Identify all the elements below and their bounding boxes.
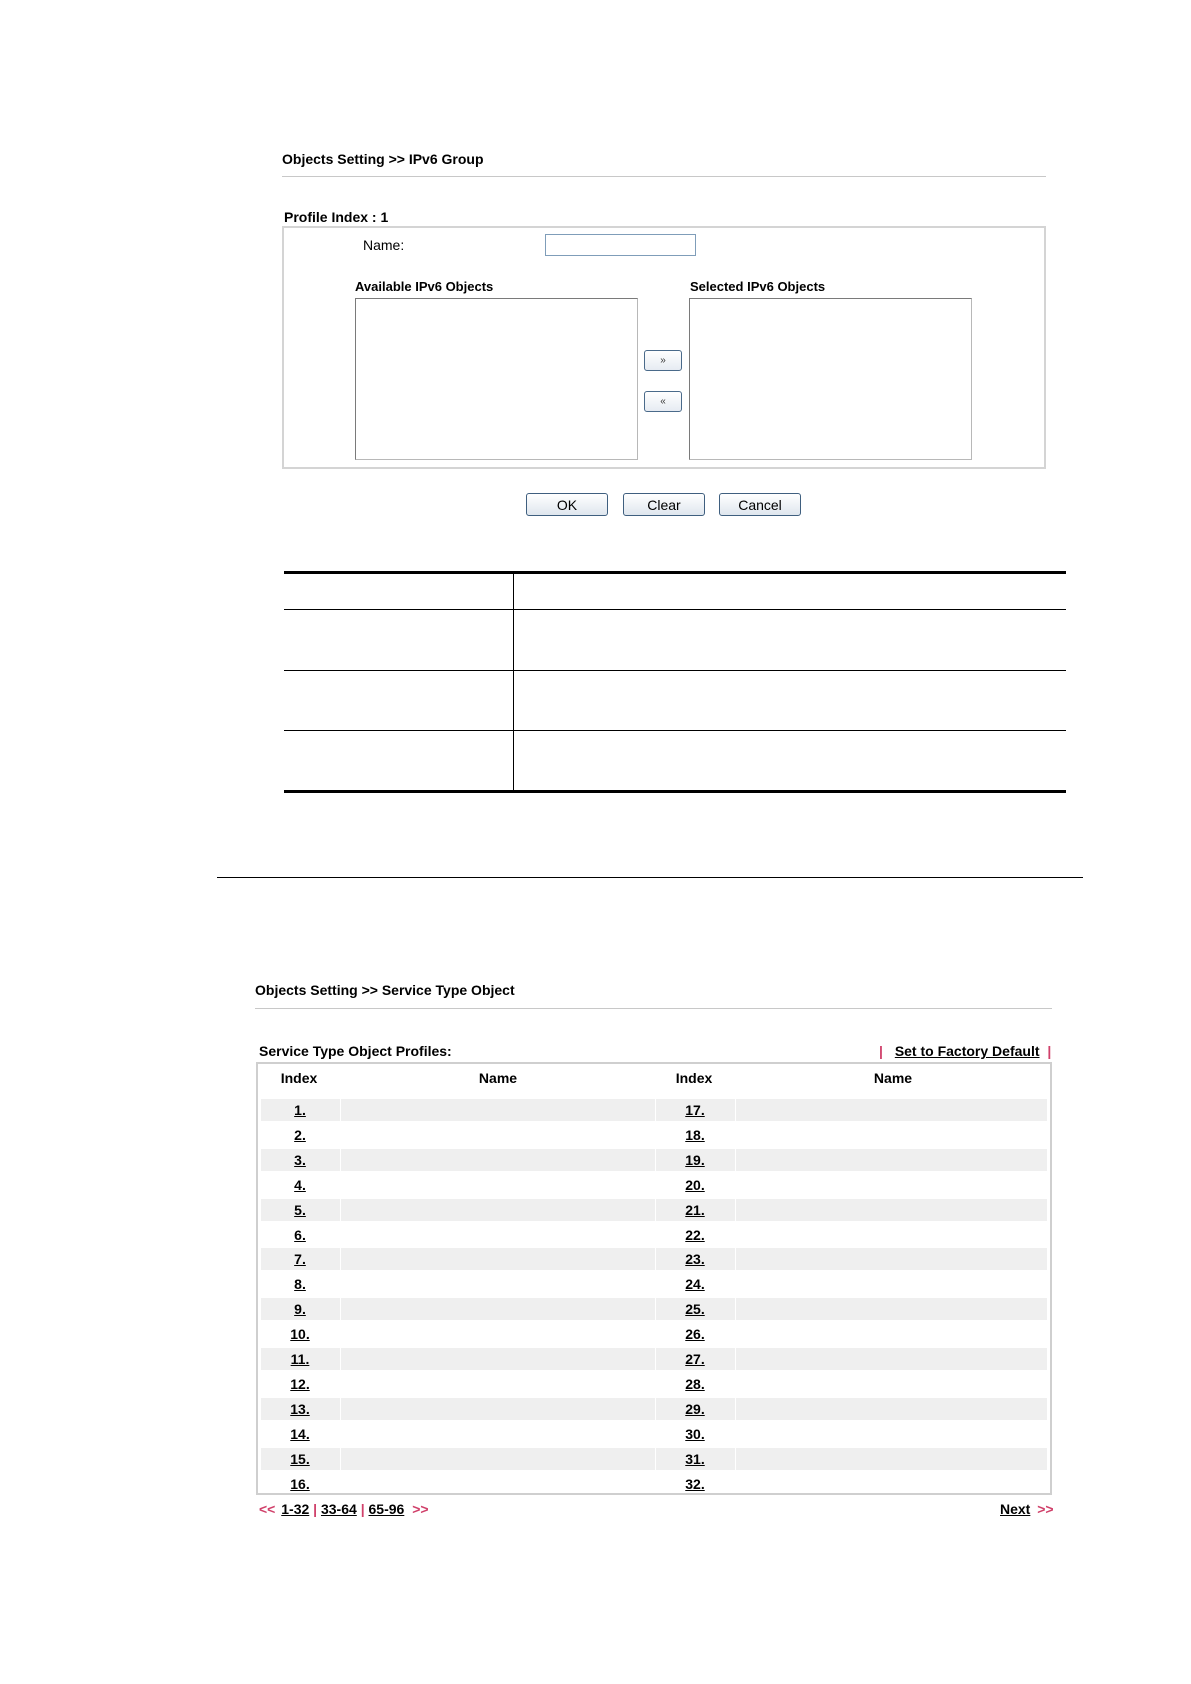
row-shading <box>341 1348 655 1370</box>
row-shading <box>736 1248 1047 1270</box>
row-shading <box>736 1298 1047 1320</box>
profiles-label: Service Type Object Profiles: <box>259 1043 452 1059</box>
profile-index-link[interactable]: 25. <box>685 1301 705 1317</box>
row-shading <box>736 1348 1047 1370</box>
service-type-table <box>256 1062 1052 1495</box>
profile-index-link[interactable]: 16. <box>290 1476 310 1492</box>
separator: | <box>1047 1043 1052 1059</box>
profile-index-link[interactable]: 30. <box>685 1426 705 1442</box>
name-input[interactable] <box>545 234 696 256</box>
column-header-name: Name <box>478 1070 518 1086</box>
row-shading <box>736 1398 1047 1420</box>
profile-index-link[interactable]: 23. <box>685 1251 705 1267</box>
profile-index-link[interactable]: 3. <box>294 1152 306 1168</box>
row-shading <box>341 1199 655 1221</box>
profile-index-link[interactable]: 6. <box>294 1227 306 1243</box>
available-objects-list[interactable] <box>355 298 638 460</box>
desc-table-row-divider <box>284 730 1066 731</box>
profile-index-link[interactable]: 2. <box>294 1127 306 1143</box>
separator: | <box>313 1501 321 1517</box>
factory-default-group <box>879 1043 1051 1059</box>
ok-button[interactable]: OK <box>526 493 608 516</box>
profile-index-link[interactable]: 12. <box>290 1376 310 1392</box>
separator: | <box>879 1043 883 1059</box>
row-shading <box>341 1298 655 1320</box>
profile-index-link[interactable]: 5. <box>294 1202 306 1218</box>
desc-table-column-divider <box>513 573 514 793</box>
column-header-name: Name <box>873 1070 913 1086</box>
desc-table-row-divider <box>284 670 1066 671</box>
profile-index-link[interactable]: 24. <box>685 1276 705 1292</box>
row-shading <box>341 1248 655 1270</box>
profile-index-link[interactable]: 10. <box>290 1326 310 1342</box>
page-link-65-96[interactable]: 65-96 <box>368 1501 405 1517</box>
profile-index-label: Profile Index : 1 <box>284 209 389 225</box>
page-title-ipv6-group: Objects Setting >> IPv6 Group <box>282 151 484 167</box>
prev-arrows: << <box>259 1501 276 1517</box>
profile-index-link[interactable]: 4. <box>294 1177 306 1193</box>
page-link-1-32[interactable]: 1-32 <box>281 1501 310 1517</box>
profile-index-link[interactable]: 14. <box>290 1426 310 1442</box>
desc-table-top-border <box>284 571 1066 574</box>
factory-default-link[interactable]: Set to Factory Default <box>894 1043 1040 1059</box>
profile-index-link[interactable]: 9. <box>294 1301 306 1317</box>
column-header-index: Index <box>675 1070 713 1086</box>
profile-index-link[interactable]: 13. <box>290 1401 310 1417</box>
profile-index-link[interactable]: 15. <box>290 1451 310 1467</box>
profile-index-link[interactable]: 22. <box>685 1227 705 1243</box>
row-shading <box>341 1149 655 1171</box>
page-link-33-64[interactable]: 33-64 <box>320 1501 357 1517</box>
profile-index-link[interactable]: 11. <box>290 1351 310 1367</box>
available-objects-label: Available IPv6 Objects <box>355 279 494 294</box>
row-shading <box>736 1199 1047 1221</box>
profile-index-link[interactable]: 31. <box>685 1451 705 1467</box>
page-title-service-type: Objects Setting >> Service Type Object <box>255 982 515 998</box>
profile-index-link[interactable]: 7. <box>294 1251 306 1267</box>
profile-index-link[interactable]: 28. <box>685 1376 705 1392</box>
profile-index-link[interactable]: 20. <box>685 1177 705 1193</box>
title-divider <box>282 176 1046 177</box>
profile-index-link[interactable]: 26. <box>685 1326 705 1342</box>
separator: | <box>360 1501 369 1517</box>
profile-index-link[interactable]: 21. <box>685 1202 705 1218</box>
row-shading <box>341 1398 655 1420</box>
profile-index-link[interactable]: 19. <box>685 1152 705 1168</box>
profile-index-link[interactable]: 29. <box>685 1401 705 1417</box>
clear-button[interactable]: Clear <box>623 493 705 516</box>
row-shading <box>341 1448 655 1470</box>
profile-index-link[interactable]: 32. <box>685 1476 705 1492</box>
row-shading <box>341 1099 655 1121</box>
next-arrows: >> <box>412 1501 429 1517</box>
selected-objects-label: Selected IPv6 Objects <box>690 279 826 294</box>
selected-objects-list[interactable] <box>689 298 972 460</box>
name-label: Name: <box>363 237 405 253</box>
row-shading <box>736 1448 1047 1470</box>
profile-index-link[interactable]: 27. <box>685 1351 705 1367</box>
section-separator <box>217 877 1083 878</box>
profile-index-link[interactable]: 1. <box>294 1102 306 1118</box>
desc-table-bottom-border <box>284 790 1066 793</box>
next-link[interactable]: Next <box>1000 1501 1031 1517</box>
next-end-arrows: >> <box>1037 1501 1054 1517</box>
profile-index-link[interactable]: 18. <box>685 1127 705 1143</box>
next-group <box>1000 1501 1054 1517</box>
title-divider <box>255 1008 1052 1009</box>
profile-index-link[interactable]: 8. <box>294 1276 306 1292</box>
desc-table-row-divider <box>284 609 1066 610</box>
remove-object-button[interactable]: « <box>644 391 682 412</box>
row-shading <box>736 1099 1047 1121</box>
row-shading <box>736 1149 1047 1171</box>
cancel-button[interactable]: Cancel <box>719 493 801 516</box>
column-header-index: Index <box>280 1070 318 1086</box>
add-object-button[interactable]: » <box>644 350 682 371</box>
pager <box>259 1501 429 1517</box>
profile-index-link[interactable]: 17. <box>685 1102 705 1118</box>
